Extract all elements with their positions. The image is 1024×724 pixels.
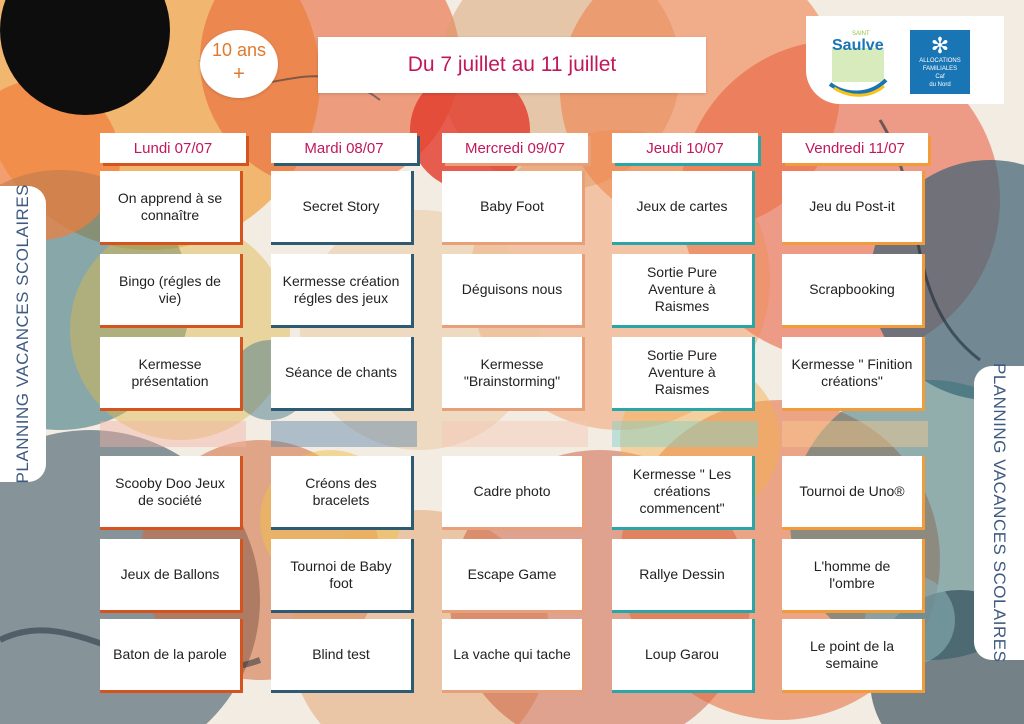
activity-card: Kermesse présentation — [100, 337, 243, 411]
activity-card: Scrapbooking — [782, 254, 925, 328]
activity-card: Jeux de Ballons — [100, 539, 243, 613]
caf-logo — [910, 30, 970, 94]
activity-card: Kermesse création régles des jeux — [271, 254, 414, 328]
side-label-left-text: PLANNING VACANCES SCOLAIRES — [13, 184, 32, 484]
lunch-break-band — [442, 421, 588, 447]
activity-card: Sortie Pure Aventure à Raismes — [612, 337, 755, 411]
activity-card: La vache qui tache — [442, 619, 585, 693]
side-label-right-text: PLANNING VACANCES SCOLAIRES — [990, 363, 1009, 663]
lunch-break-band — [100, 421, 246, 447]
activity-card: Bingo (régles de vie) — [100, 254, 243, 328]
logo-small-text: SAINT — [852, 31, 870, 37]
activity-card: Baton de la parole — [100, 619, 243, 693]
day-header: Vendredi 11/07 — [782, 133, 928, 163]
side-label-right — [974, 363, 1024, 663]
day-header: Mercredi 09/07 — [442, 133, 588, 163]
day-header: Mardi 08/07 — [271, 133, 417, 163]
caf-line2: Caf — [935, 74, 945, 80]
age-label: 10 ans — [211, 40, 267, 60]
activity-card: On apprend à se connaître — [100, 171, 243, 245]
saint-saulve-logo — [826, 26, 890, 100]
day-header: Lundi 07/07 — [100, 133, 246, 163]
activity-card: Secret Story — [271, 171, 414, 245]
lunch-break-band — [612, 421, 758, 447]
page-title: Du 7 juillet au 11 juillet — [318, 37, 706, 93]
logos-panel — [806, 16, 1004, 104]
activity-card: Loup Garou — [612, 619, 755, 693]
activity-card: Créons des bracelets — [271, 456, 414, 530]
activity-card: Déguisons nous — [442, 254, 585, 328]
day-header: Jeudi 10/07 — [612, 133, 758, 163]
caf-line3: du Nord — [929, 82, 951, 88]
snowflake-icon: ✻ — [930, 33, 950, 58]
activity-card: Escape Game — [442, 539, 585, 613]
lunch-break-band — [271, 421, 417, 447]
activity-card: Kermesse " Les créations commencent" — [612, 456, 755, 530]
activity-card: Sortie Pure Aventure à Raismes — [612, 254, 755, 328]
activity-card: Cadre photo — [442, 456, 585, 530]
activity-card: L'homme de l'ombre — [782, 539, 925, 613]
activity-card: Le point de la semaine — [782, 619, 925, 693]
logo-name-text: Saulve — [832, 37, 884, 54]
side-label-left — [0, 186, 46, 482]
activity-card: Jeu du Post-it — [782, 171, 925, 245]
activity-card: Kermesse "Brainstorming" — [442, 337, 585, 411]
activity-card: Baby Foot — [442, 171, 585, 245]
activity-card: Rallye Dessin — [612, 539, 755, 613]
activity-card: Kermesse " Finition créations" — [782, 337, 925, 411]
activity-card: Séance de chants — [271, 337, 414, 411]
activity-card: Tournoi de Uno® — [782, 456, 925, 530]
lunch-break-band — [782, 421, 928, 447]
activity-card: Scooby Doo Jeux de société — [100, 456, 243, 530]
caf-line1: ALLOCATIONS FAMILIALES — [919, 58, 961, 72]
age-plus: + — [233, 63, 245, 85]
age-badge — [200, 30, 278, 98]
activity-card: Jeux de cartes — [612, 171, 755, 245]
activity-card: Tournoi de Baby foot — [271, 539, 414, 613]
activity-card: Blind test — [271, 619, 414, 693]
